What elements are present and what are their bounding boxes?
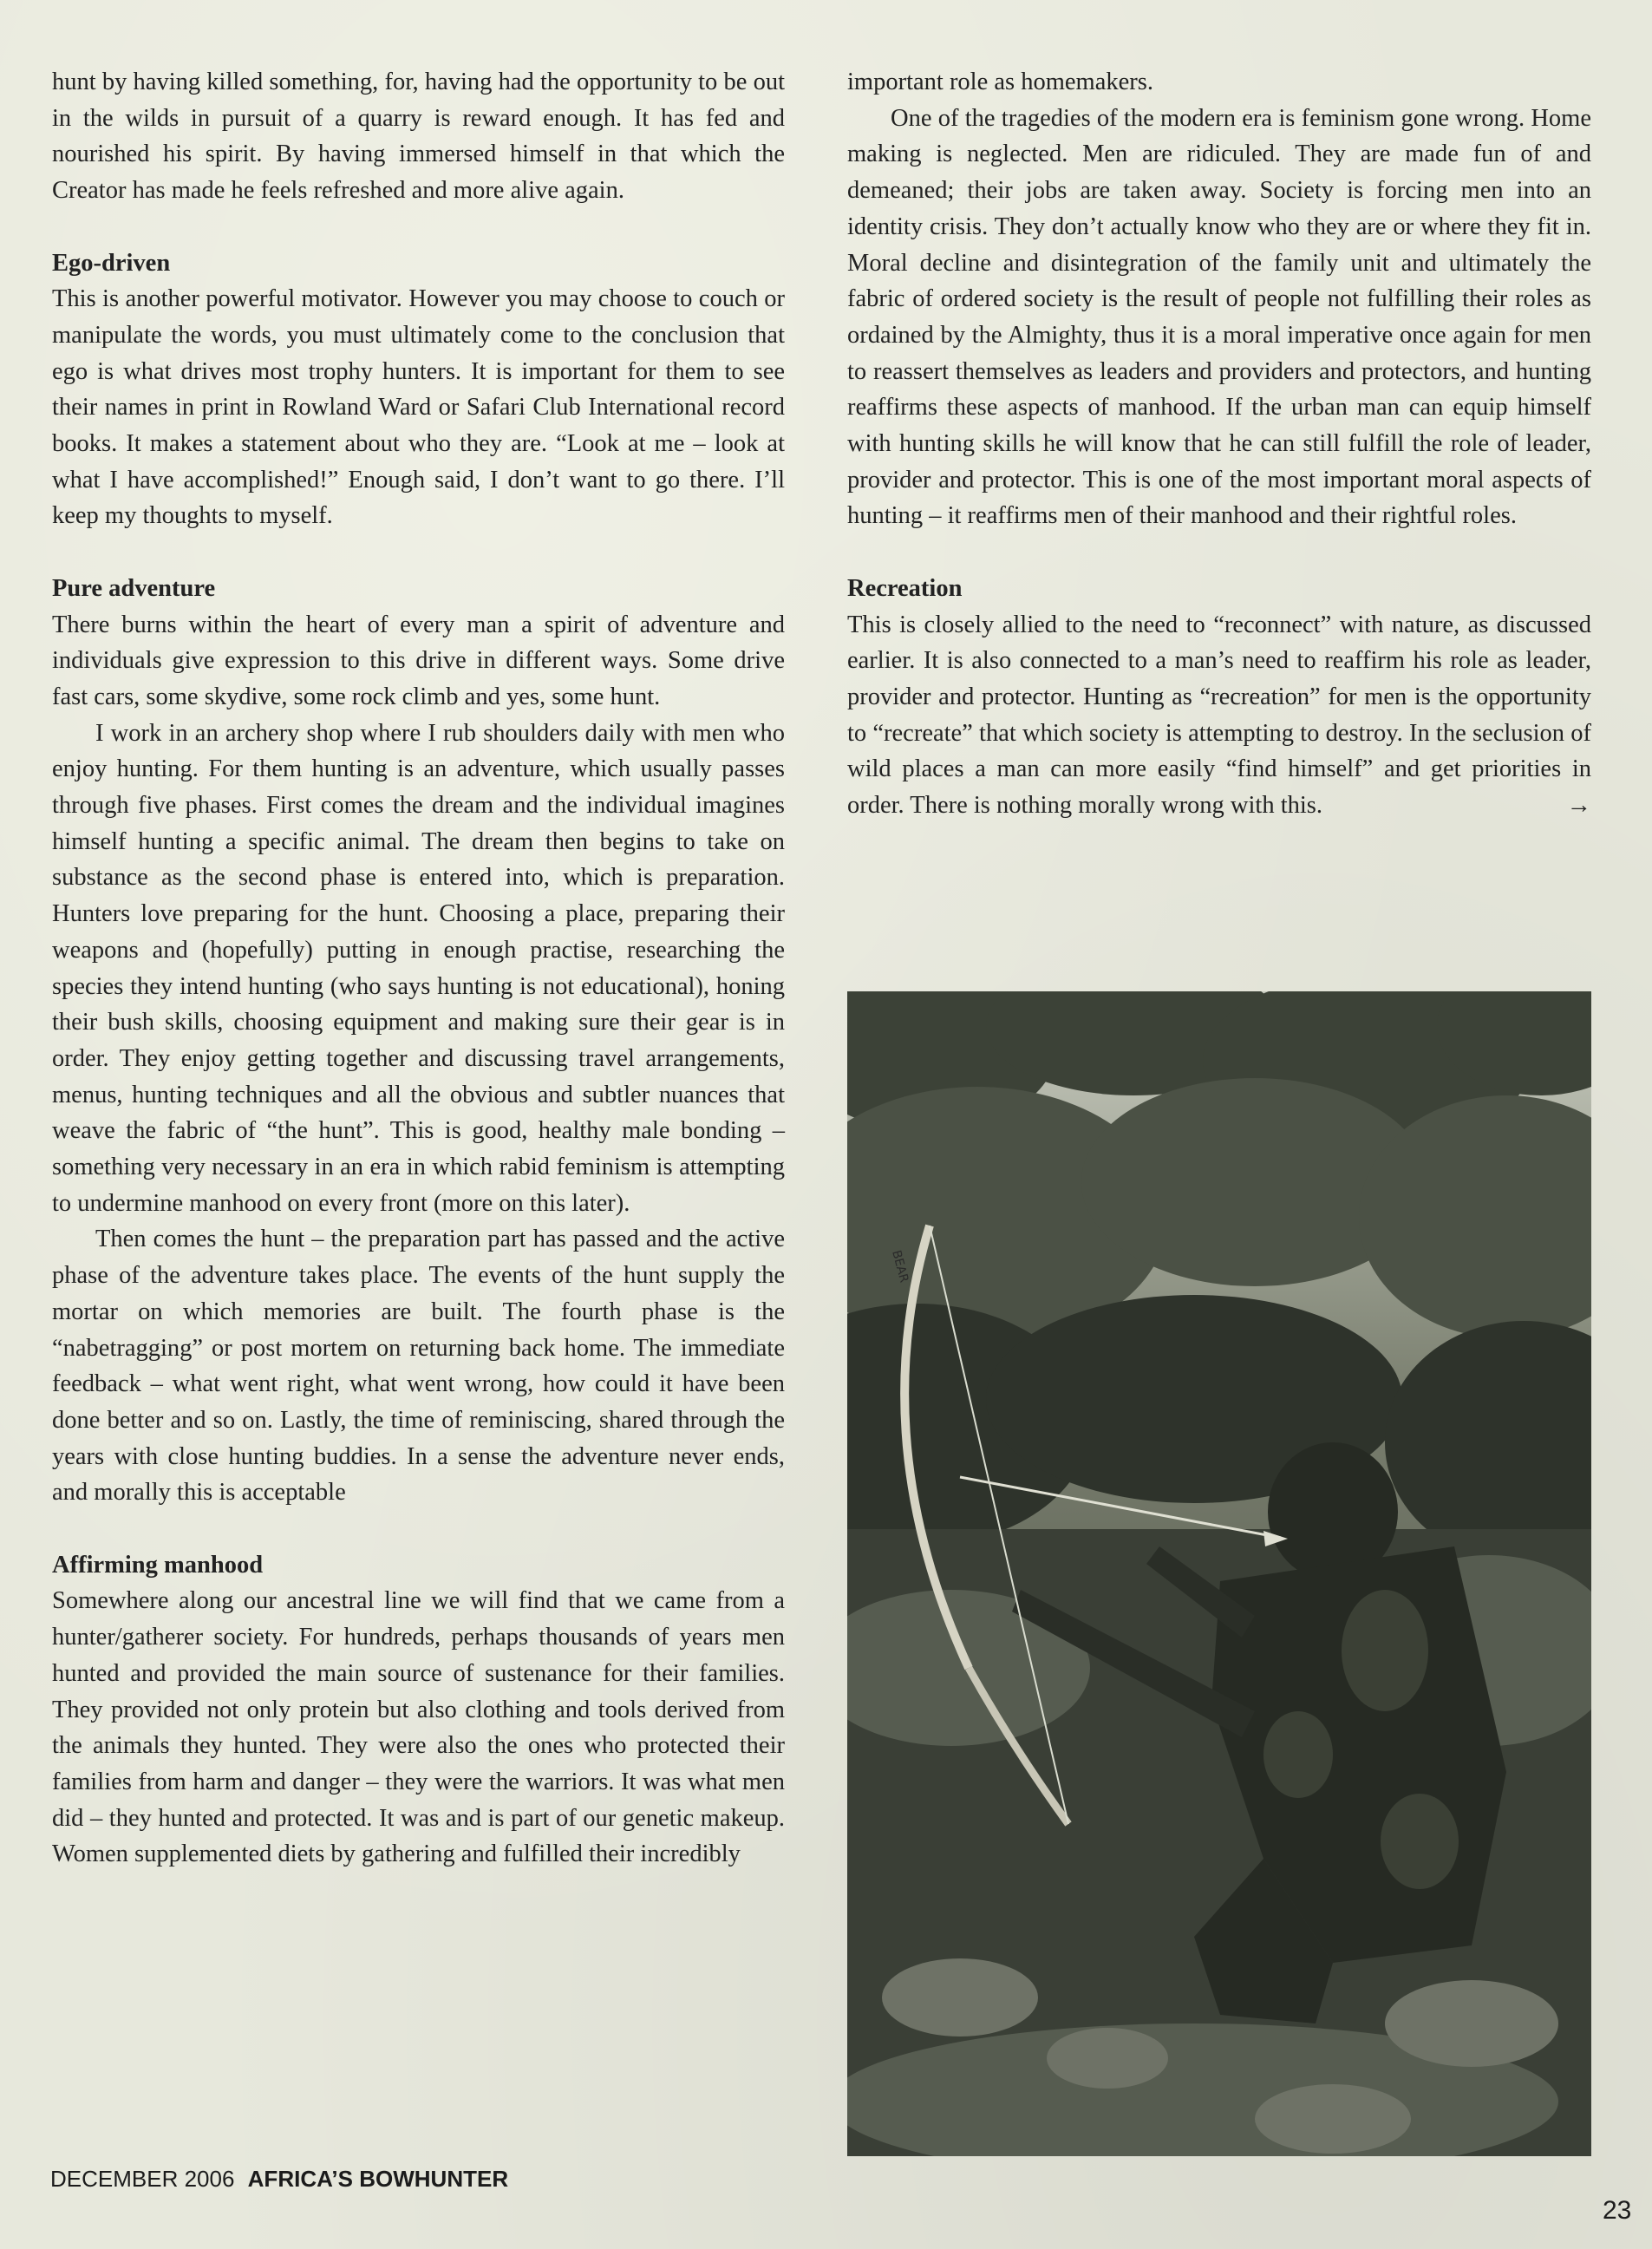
ego-driven-paragraph: This is another powerful motivator. However you may choose to couch or manipulate the words, you must ultimately come to the conclusion that ego is what drives most trophy hunters. It is important for them to see their names in print in Rowland Ward or Safari Club International record books. It makes a statement about who they are. “Look at me – look at what I have accomplished!” Enough said, I don’t want to go there. I’ll keep my thoughts to myself.	[52, 285, 785, 530]
page-footer	[50, 2166, 508, 2193]
right-column	[847, 64, 1591, 824]
feminism-paragraph: One of the tragedies of the modern era is feminism gone wrong. Home making is neglected. Men are ridiculed. They are made fun of and demeaned; their jobs are taken away. Society is forcing men into an identity crisis. They don’t actually know who they are or where they fit in. Moral decline and disintegration of the family unit and ultimately the fabric of ordered society is the result of people not fulfilling their roles as ordained by the Almighty, thus it is a moral imperative once again for men to reassert themselves as leaders and providers and protectors, and hunting reaffirms these aspects of manhood. If the urban man can equip himself with hunting skills he will know that he can still fulfill the role of leader, provider and protector. This is one of the most important moral aspects of hunting – it reaffirms men of their manhood and their rightful roles.	[847, 104, 1591, 530]
recreation-paragraph	[847, 607, 1591, 824]
adventure-paragraph-2: I work in an archery shop where I rub shoulders daily with men who enjoy hunting. For them hunting is an adventure, which usually passes through five phases. First comes the dream and the individual imagines himself hunting a specific animal. The dream then begins to take on substance as the second phase is entered into, which is preparation. Hunters love preparing for the hunt. Choosing a place, preparing their weapons and (hopefully) putting in enough practise, researching the species they intend hunting (who says hunting is not educational), honing their bush skills, choosing equipment and making sure their gear is in order. They enjoy getting together and discussing travel arrangements, menus, hunting techniques and all the obvious and subtler nuances that weave the fabric of “the hunt”. This is good, healthy male bonding – something very necessary in an era in which rabid feminism is attempting to undermine manhood on every front (more on this later).	[52, 719, 785, 1217]
pure-adventure-heading: Pure adventure	[52, 574, 216, 602]
magazine-title: AFRICA’S BOWHUNTER	[247, 2166, 509, 2192]
adventure-paragraph-1: There burns within the heart of every man a spirit of adventure and individuals give expression to this drive in different ways. Some drive fast cars, some skydive, some rock climb and yes, some hunt.	[52, 611, 785, 710]
bow-lettering: BEAR	[889, 1248, 911, 1285]
end-of-page-arrow-icon: →	[1566, 792, 1591, 820]
continuation-line: important role as homemakers.	[847, 69, 1153, 95]
issue-date: DECEMBER 2006	[50, 2166, 235, 2192]
affirming-manhood-paragraph: Somewhere along our ancestral line we will find that we came from a hunter/gatherer society. For hundreds, perhaps thousands of years men hunted and provided the main source of sustenance for their families. They provided not only protein but also clothing and tools derived from the animals they hunted. They were also the ones who protected their families from harm and danger – they were the warriors. It was what men did – they hunted and protected. It was and is part of our genetic makeup. Women supplemented diets by gathering and fulfilled their incredibly	[52, 1587, 785, 1868]
recreation-heading: Recreation	[847, 574, 963, 602]
intro-paragraph: hunt by having killed something, for, having had the opportunity to be out in the wilds in pursuit of a quarry is reward enough. It has fed and nourished his spirit. By having immersed himself in that which the Creator has made he feels refreshed and more alive again.	[52, 69, 785, 205]
bowhunter-photo	[847, 991, 1591, 2156]
left-column	[52, 64, 785, 1873]
recreation-text: This is closely allied to the need to “reconnect” with nature, as discussed earlier. It is also connected to a man’s need to reaffirm his role as leader, provider and protector. Hunting as “recreation” for men is the opportunity to “recreate” that which society is attempting to destroy. In the seclusion of wild places a man can more easily “find himself” and get priorities in order. There is nothing morally wrong with this.	[847, 611, 1591, 820]
bowhunter-photo-illustration	[847, 991, 1591, 2156]
affirming-manhood-heading: Affirming manhood	[52, 1551, 264, 1579]
adventure-paragraph-3: Then comes the hunt – the preparation part has passed and the active phase of the adventure takes place. The events of the hunt supply the mortar on which memories are built. The fourth phase is the “nabetragging” or post mortem on returning back home. The immediate feedback – what went right, what went wrong, how could it have been done better and so on. Lastly, the time of reminiscing, shared through the years with close hunting buddies. In a sense the adventure never ends, and morally this is acceptable	[52, 1226, 785, 1507]
page-number: 23	[1603, 2196, 1632, 2225]
ego-driven-heading: Ego-driven	[52, 249, 171, 277]
